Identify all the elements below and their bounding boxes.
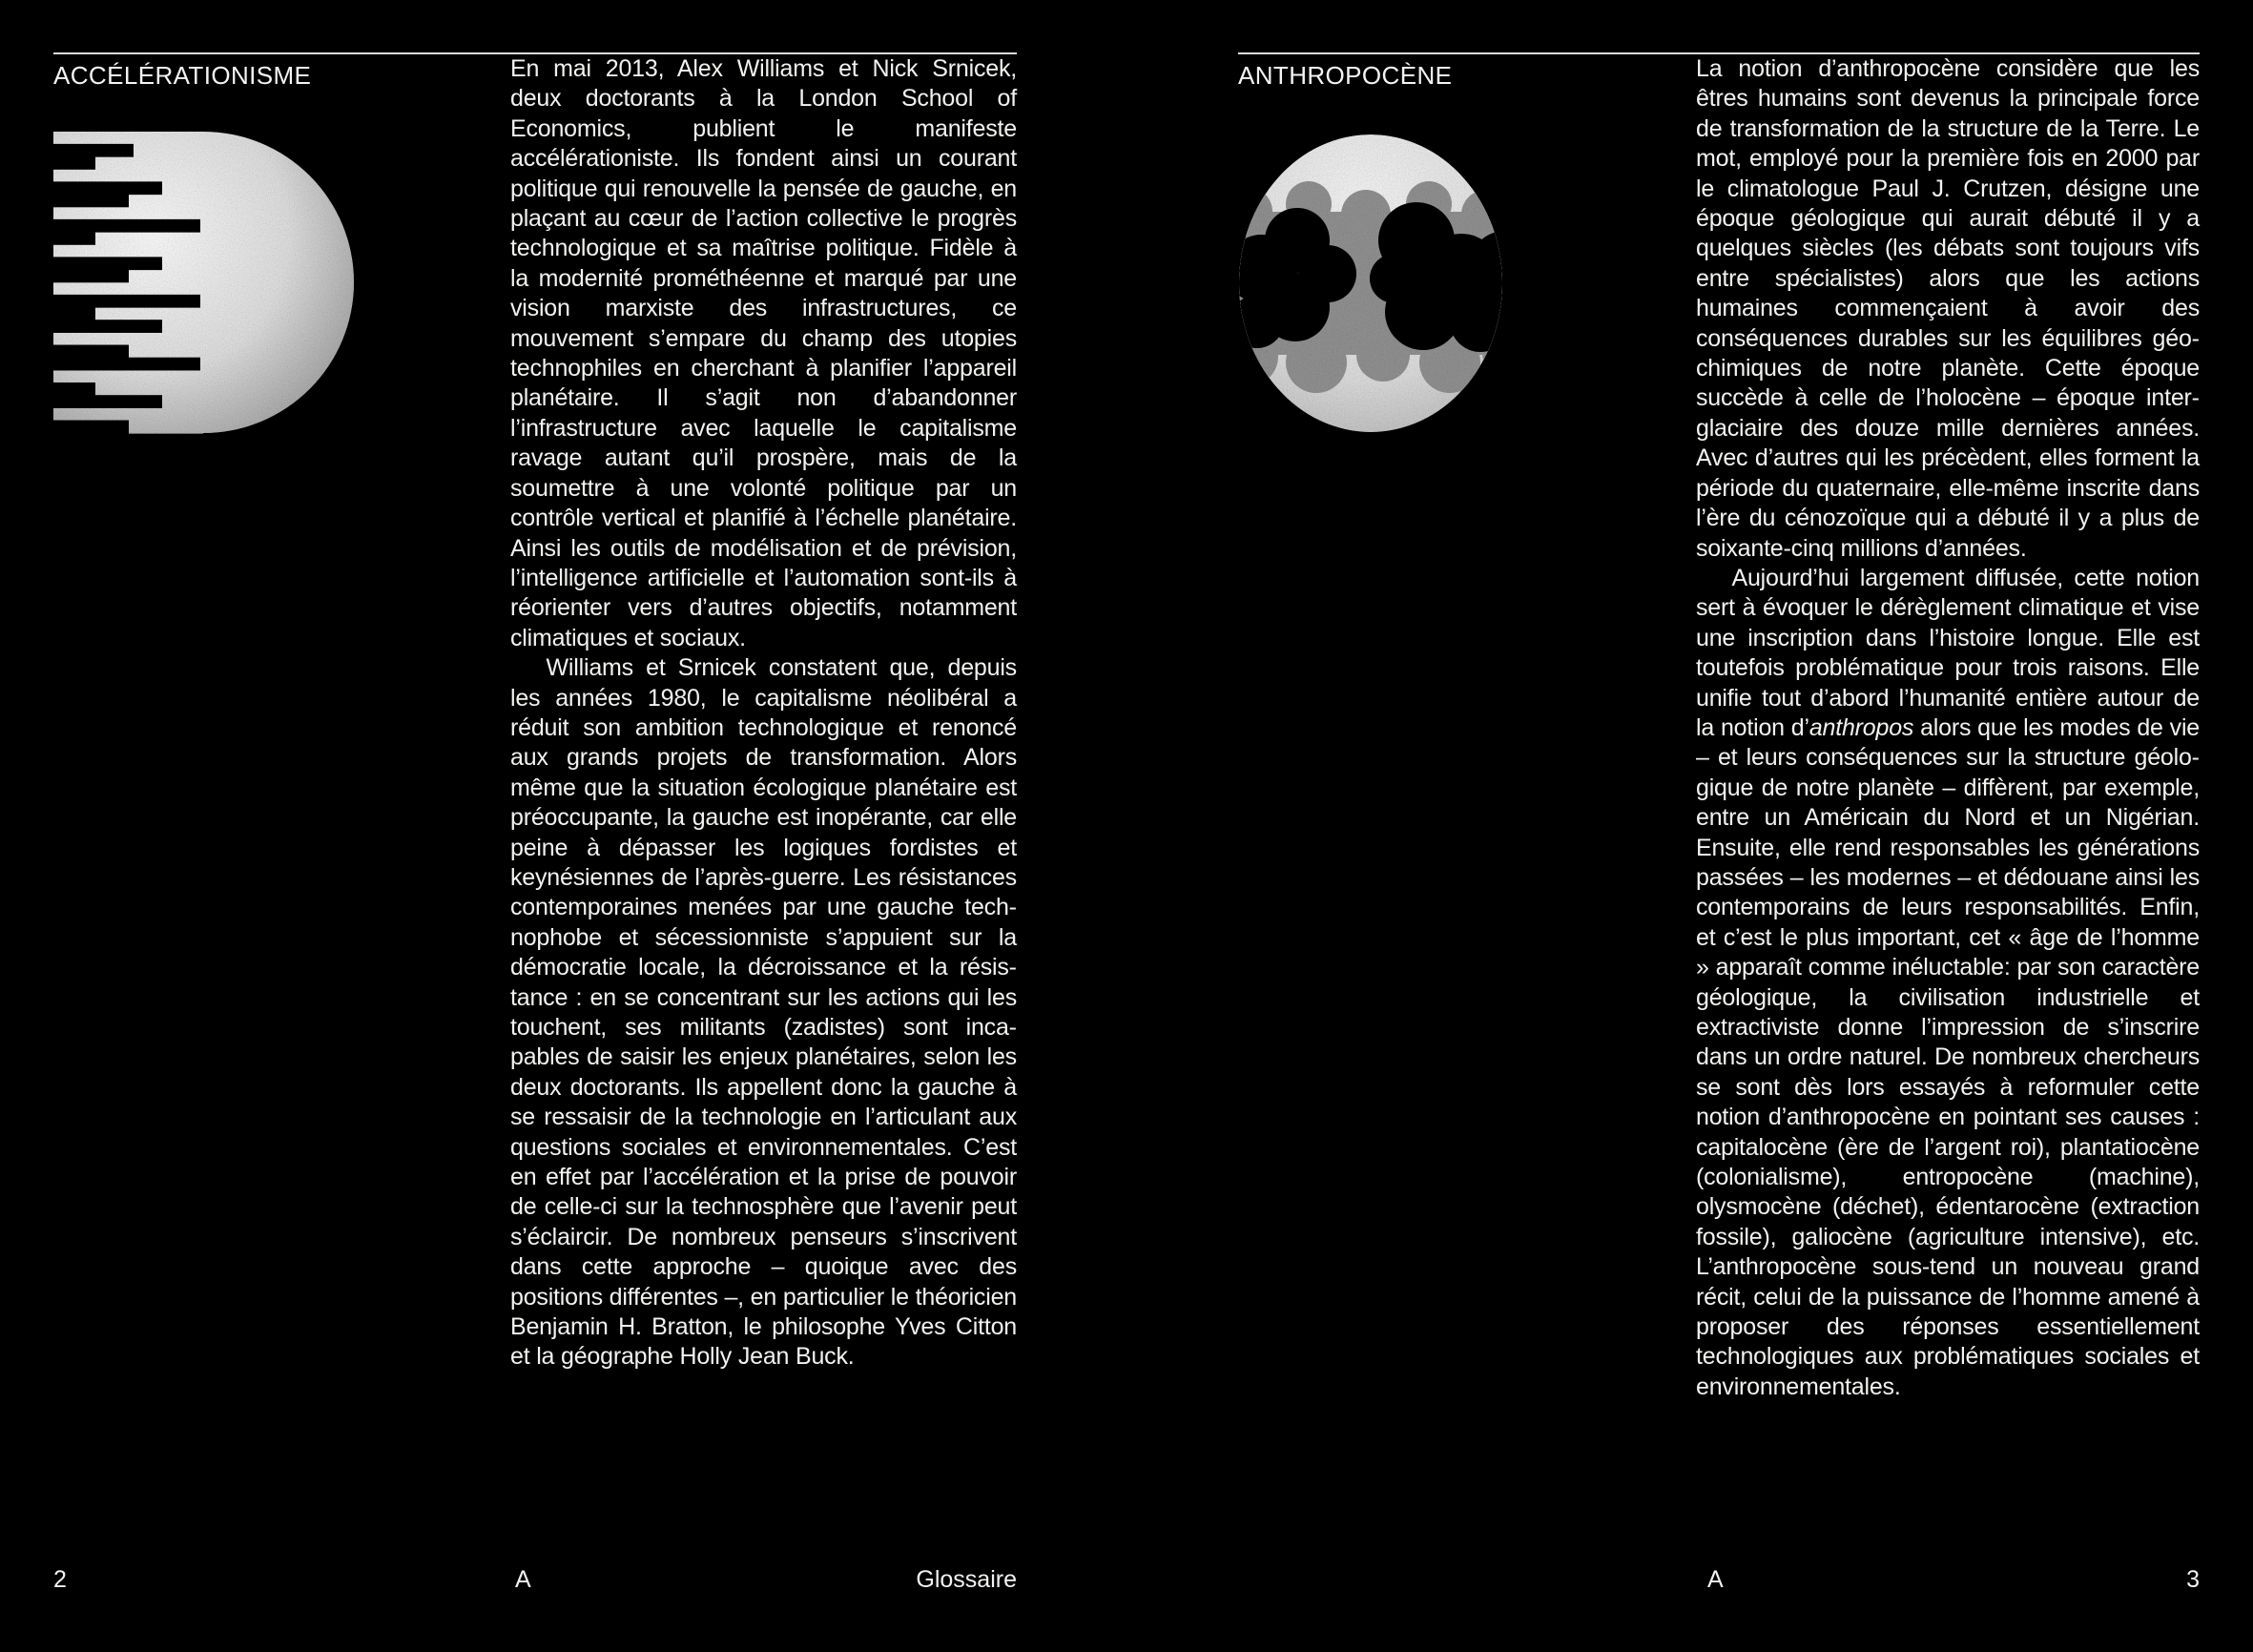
paragraph: En mai 2013, Alex Williams et Nick Srnicek, deux doctorants à la London School of Economics, publient le manifeste accélérationiste. Ils fondent ainsi un courant politique qui renouvelle la pensée de gauche, en plaçant au cœur de l’action collective le progrès technologique et sa maîtrise politique. Fidèle à la modernité prométhéenne et marqué par une vision marxiste des infrastructures, ce mouvement s’empare du champ des utopies technophiles en cherchant à planifier l’appareil planétaire. Il s’agit non d’abandonner l’infrastructure avec laquelle le capitalisme ravage autant qu’il prospère, mais de la soumettre à une volonté politique par un contrôle vertical et planifié à l’échelle planétaire. Ainsi les outils de modélisation et de prévision, l’intelligence artificielle et l’automation sont-ils à réorienter vers d’autres objectifs, notamment climatiques et sociaux. [510, 55, 1017, 651]
term-heading-anthropocene: ANTHROPOCÈNE [1238, 61, 1453, 90]
footer-page-number-left: 2 [53, 1566, 67, 1593]
footer-page-number-right: 3 [2186, 1566, 2200, 1593]
definition-text-accelerationisme [510, 54, 1017, 1373]
definition-text-anthropocene [1696, 54, 2200, 1402]
cloud-sphere-illustration [1221, 116, 1526, 445]
footer-book-title: Glossaire [916, 1566, 1017, 1593]
footer-section-letter-left: A [515, 1566, 531, 1593]
italic-term: anthropos [1809, 713, 1914, 741]
paragraph: Aujourd’hui largement diffusée, cette notion sert à évoquer le dérèglement climatique et vise une inscription dans l’histoire longue. Elle est toutefois problématique pour trois raisons. Elle unifie tout d’abord l’humanité entière autour de la notion d’anthropos alors que les modes de vie – et leurs conséquences sur la structure géologique de notre planète – diffèrent, par exemple, entre un Américain du Nord et un Nigérian. Ensuite, elle rend responsables les générations passées – les modernes – et dédouane ainsi les contemporains de leurs responsabilités. Enfin, et c’est le plus important, cet « âge de l’homme » apparaît comme inéluctable: par son caractère géologique, la civilisation industrielle et extractiviste donne l’impression de s’inscrire dans un ordre naturel. De nombreux chercheurs se sont dès lors essayés à reformuler cette notion d’anthropocène en pointant ses causes : capitalocène (ère de l’argent roi), plantatiocène (colonialisme), entropocène (machine), olysmocène (déchet), édentarocène (extraction fossile), galiocène (agriculture intensive), etc. L’anthropocène sous-tend un nouveau grand récit, celui de la puissance de l’homme amené à proposer des réponses essentiellement technologiques aux problématiques sociales et environnementales. [1696, 564, 2200, 1400]
paragraph: Williams et Srnicek constatent que, depuis les années 1980, le capitalisme néolibéral a réduit son ambition technologique et renoncé aux grands projets de transformation. Alors même que la situation écologique planétaire est préoccupante, la gauche est inopérante, car elle peine à dépasser les logiques fordistes et keynésiennes de l’après-guerre. Les résistances contemporaines menées par une gauche technophobe et sécessionniste s’appuient sur la démocratie locale, la décroissance et la résistance : en se concentrant sur les actions qui les touchent, ses militants (zadistes) sont incapables de saisir les enjeux planétaires, selon les deux doctorants. Ils appellent donc la gauche à se ressaisir de la technologie en l’articulant aux questions sociales et environnementales. C’est en effet par l’accélération et la prise de pouvoir de celle-ci sur la technosphère que l’avenir peut s’éclaircir. De nombreux penseurs s’inscrivent dans cette approche – quoique avec des positions différentes –, en particulier le théoricien Benjamin H. Bratton, le philosophe Yves Citton et la géographe Holly Jean Buck. [510, 654, 1017, 1371]
paragraph: La notion d’anthropocène considère que les êtres humains sont devenus la principale force de transformation de la structure de la Terre. Le mot, employé pour la première fois en 2000 par le climatologue Paul J. Crutzen, désigne une époque géologique qui aurait débuté il y a quelques siècles (les débats sont toujours vifs entre spécialistes) alors que les actions humaines commençaient à avoir des conséquences durables sur les équilibres géochimiques de notre planète. Cette époque succède à celle de l’holocène – époque interglaciaire des douze mille dernières années. Avec d’autres qui les précèdent, elles forment la période du quaternaire, elle-même inscrite dans l’ère du cénozoïque qui a débuté il y a plus de soixante-cinq millions d’années. [1696, 55, 2200, 562]
glitch-moon-illustration [38, 113, 362, 446]
footer-section-letter-right: A [1707, 1566, 1724, 1593]
term-heading-accelerationisme: ACCÉLÉRATIONISME [53, 61, 312, 90]
